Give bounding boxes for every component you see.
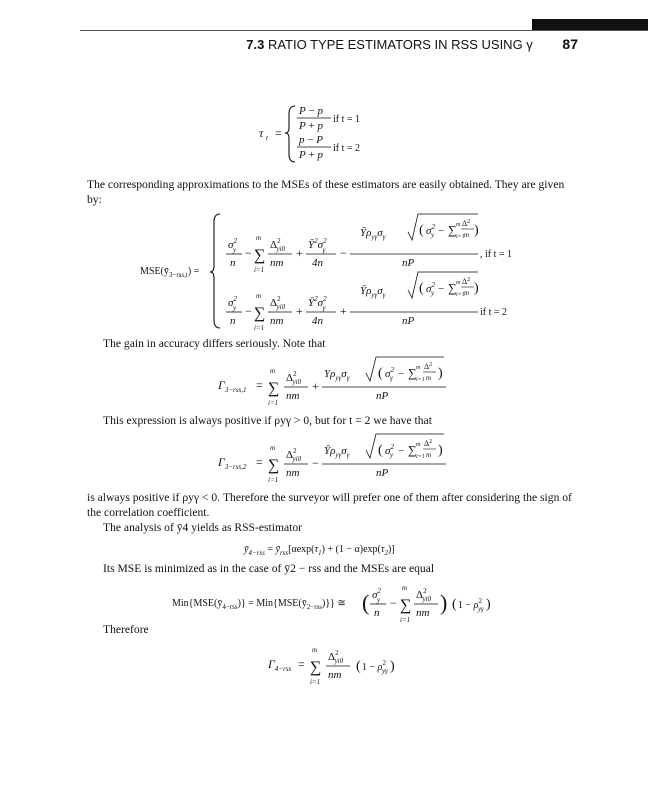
svg-text:): ) [474,281,479,296]
svg-text:nP: nP [402,315,415,327]
svg-text:m: m [456,222,461,228]
svg-text:n: n [374,607,380,619]
page-number: 87 [562,36,578,52]
svg-text:m: m [256,292,262,300]
svg-text:Δ2: $\Delta^2$ [462,219,471,228]
svg-text:Δ2yi0: $\Delta^2$ yi0 [270,295,286,311]
svg-text:Γ3−rss,2: $\Gamma_{3-rss,2}$ [218,455,247,471]
svg-text:(: ( [452,597,457,612]
svg-text:i=1: i=1 [268,476,279,484]
svg-text:+: + [296,304,303,318]
svg-text:): ) [486,597,491,612]
svg-text:m: m [426,374,432,382]
paragraph-mse: The corresponding approximations to the MSEs of these estimators are easily obtained. They are given by: [87,178,565,206]
svg-text:Δ2yi0: $\Delta^2$ yi0 [270,237,286,253]
svg-text:i=1: i=1 [456,234,465,240]
svg-text:σ2y: $\sigma^2$ y [228,295,237,312]
svg-text:Δ2: $\Delta^2$ [462,277,471,286]
paragraph-gain: The gain in accuracy differs seriously. Note that [103,337,326,350]
paragraph-its-mse: Its MSE is minimized as in the case of ȳ2 − rss and the MSEs are equal [103,562,435,575]
equation-gamma-3-2 [218,432,458,488]
svg-text:∑: ∑ [254,247,266,264]
svg-text:): ) [390,659,395,674]
paragraph-positive: This expression is always positive if ρyγ > 0, but for t = 2 we have that [103,414,432,427]
svg-text:=: = [298,657,305,671]
svg-text:P + p: P + p [299,149,323,161]
svg-text:Γ3−rss,1: $\Gamma_{3-rss,1}$ [218,378,247,394]
svg-text:): ) [438,443,443,458]
svg-text:(: ( [356,659,361,674]
svg-text:nm: nm [270,257,284,269]
svg-text:σ2y: $\sigma^2$ y [372,587,381,604]
svg-text:∑: ∑ [310,659,322,676]
svg-text:m: m [270,367,276,375]
svg-text:σ2y: $\sigma^2$ y [228,237,237,254]
svg-text:m: m [456,280,461,286]
svg-text:−: − [390,596,397,610]
svg-text:i=1: i=1 [254,324,265,332]
svg-text:n: n [230,257,236,269]
svg-text:Γ4−rss: $\Gamma_{4-rss}$ [268,657,292,673]
svg-text:nm: nm [286,467,300,479]
svg-text:4n: 4n [312,257,323,269]
svg-text:∑: ∑ [254,305,266,322]
equation-min-mse [172,578,492,626]
mse-cond-1: , if t = 1 [480,249,513,260]
svg-text:): ) [474,223,479,238]
svg-text:P + p: P + p [299,120,323,132]
svg-text:i=1: i=1 [416,377,425,383]
svg-text:∑: ∑ [448,281,457,295]
tau-cond-2: if t = 2 [333,143,361,154]
svg-text:Δ2yi0: $\Delta^2$ yi0 [286,370,302,386]
svg-text:nP: nP [376,467,389,479]
svg-text:Ȳρyγσγ: $Ȳ\rho_{y\gamma}\sigma_\gamma$ [324,445,350,459]
svg-text:σ2y: $\sigma^2$ y [426,223,435,239]
svg-text:nP: nP [376,390,389,402]
svg-text:m: m [426,451,432,459]
svg-text:∑: ∑ [400,597,412,614]
svg-text:m: m [256,234,262,242]
paragraph-surveyor: is always positive if ρyγ < 0. Therefore the surveyor will prefer one of them after considering the sign of the correlation coefficient. [87,491,572,519]
svg-text:∑: ∑ [268,457,280,474]
equation-tau [255,100,395,166]
svg-text:ȳ4−rss = ȳrss[αexp(τ1) + (1 −: $ȳ_{4-rss}$ = $ȳ_{rss}[\alpha\exp(\tau_1) + (1 - \alpha)\exp(\tau_2)]$ [244,544,395,557]
svg-text:): ) [438,366,443,381]
svg-text:i=1: i=1 [416,454,425,460]
svg-text:(: ( [362,590,370,615]
svg-text:i=1: i=1 [254,266,265,274]
svg-text:MSE(ȳ3−rss,t) =: $MSE(ȳ_{3-rss,t})$ = [140,266,200,279]
svg-text:i=1: i=1 [400,616,411,624]
svg-text:(: ( [419,223,424,238]
svg-text:nm: nm [286,390,300,402]
svg-text:−: − [398,368,405,380]
section-title: RATIO TYPE ESTIMATORS IN RSS USING γ [267,37,533,52]
svg-text:Ȳρyγσγ: $Ȳ\rho_{y\gamma}\sigma_\gamma$ [360,227,386,241]
svg-text:Min{MSE(ȳ4−rss)} = Min{MSE(ȳ2−: $Min\{MSE(ȳ_{4-rss})\}$ = $Min\{MSE(ȳ_{2-rss})\}$} ≅ [172,598,346,611]
svg-text:−: − [340,246,347,260]
svg-text:∑: ∑ [268,380,280,397]
svg-text:−: − [245,246,252,260]
running-header [0,36,578,52]
paragraph-therefore: Therefore [103,623,149,636]
equation-mse [140,210,560,332]
tau-cond-1: if t = 1 [333,114,361,125]
mse-cond-2: if t = 2 [480,307,508,318]
svg-text:+: + [340,304,347,318]
equation-gamma-4 [268,640,418,688]
svg-text:+: + [312,379,319,393]
svg-text:σ2γ: $\sigma^2$ γ [385,366,394,382]
svg-text:+: + [296,246,303,260]
svg-text:−: − [245,304,252,318]
svg-text:Δ2yi0: $\Delta^2$ yi0 [416,587,432,603]
svg-text:m: m [312,646,318,654]
svg-text:1 − ρ2yγ: $1 - \rho^2$ yγ [458,597,484,613]
svg-text:σ2y: $\sigma^2$ y [426,281,435,297]
svg-text:−: − [438,225,445,237]
svg-text:nP: nP [402,257,415,269]
paragraph-analysis: The analysis of ȳ4 yields as RSS-estimator [103,521,303,534]
svg-text:Yρyγσγ: $Y\rho_{y\gamma}\sigma_\gamma$ [324,368,350,382]
svg-text:m: m [416,442,421,448]
svg-text:=: = [275,126,282,140]
svg-text:∑: ∑ [408,366,417,380]
svg-text:m: m [464,289,470,297]
svg-text:−: − [438,283,445,295]
svg-text:=: = [256,378,263,392]
svg-text:Ȳρyγσγ: $Ȳ\rho_{y\gamma}\sigma_\gamma$ [360,285,386,299]
header-bar [532,19,648,30]
svg-text:Δ2yi0: $\Delta^2$ yi0 [328,649,344,665]
svg-text:∑: ∑ [448,223,457,237]
svg-text:Δ2: $\Delta^2$ [424,362,433,371]
svg-text:m: m [464,231,470,239]
svg-text:σ2y: $\sigma^2$ y [385,443,394,459]
svg-text:m: m [402,584,408,592]
svg-text:i=1: i=1 [310,678,321,686]
svg-text:m: m [270,444,276,452]
svg-text:∑: ∑ [408,443,417,457]
svg-text:4n: 4n [312,315,323,327]
svg-text:(: ( [419,281,424,296]
equation-gamma-3-1 [218,355,458,411]
equation-y4-rss [240,538,440,558]
svg-text:Δ2yi0: $\Delta^2$ yi0 [286,447,302,463]
svg-text:n: n [230,315,236,327]
svg-text:i=1: i=1 [456,292,465,298]
svg-text:=: = [256,455,263,469]
svg-text:nm: nm [328,669,342,681]
svg-text:(: ( [378,443,383,458]
svg-text:1 − ρ2yγ: $1 - \rho^2$ yγ [362,659,388,675]
svg-text:m: m [416,365,421,371]
section-number: 7.3 [246,37,265,52]
svg-text:p − P: p − P [299,134,323,146]
svg-text:): ) [440,590,448,615]
svg-text:nm: nm [270,315,284,327]
header-rule [80,30,648,31]
svg-text:Ȳ2σ2γ: $Ȳ^2\sigma^2$ γ [308,295,327,312]
svg-text:t: t [266,134,268,142]
svg-text:Ȳ2σ2γ: $Ȳ^2\sigma^2$ γ [308,237,327,254]
svg-text:−: − [312,456,319,470]
svg-text:τ: τ [259,126,264,140]
svg-text:i=1: i=1 [268,399,279,407]
svg-text:(: ( [378,366,383,381]
svg-text:−: − [398,445,405,457]
svg-text:nm: nm [416,607,430,619]
svg-text:P − p: P − p [299,105,323,117]
svg-text:Δ2: $\Delta^2$ [424,439,433,448]
